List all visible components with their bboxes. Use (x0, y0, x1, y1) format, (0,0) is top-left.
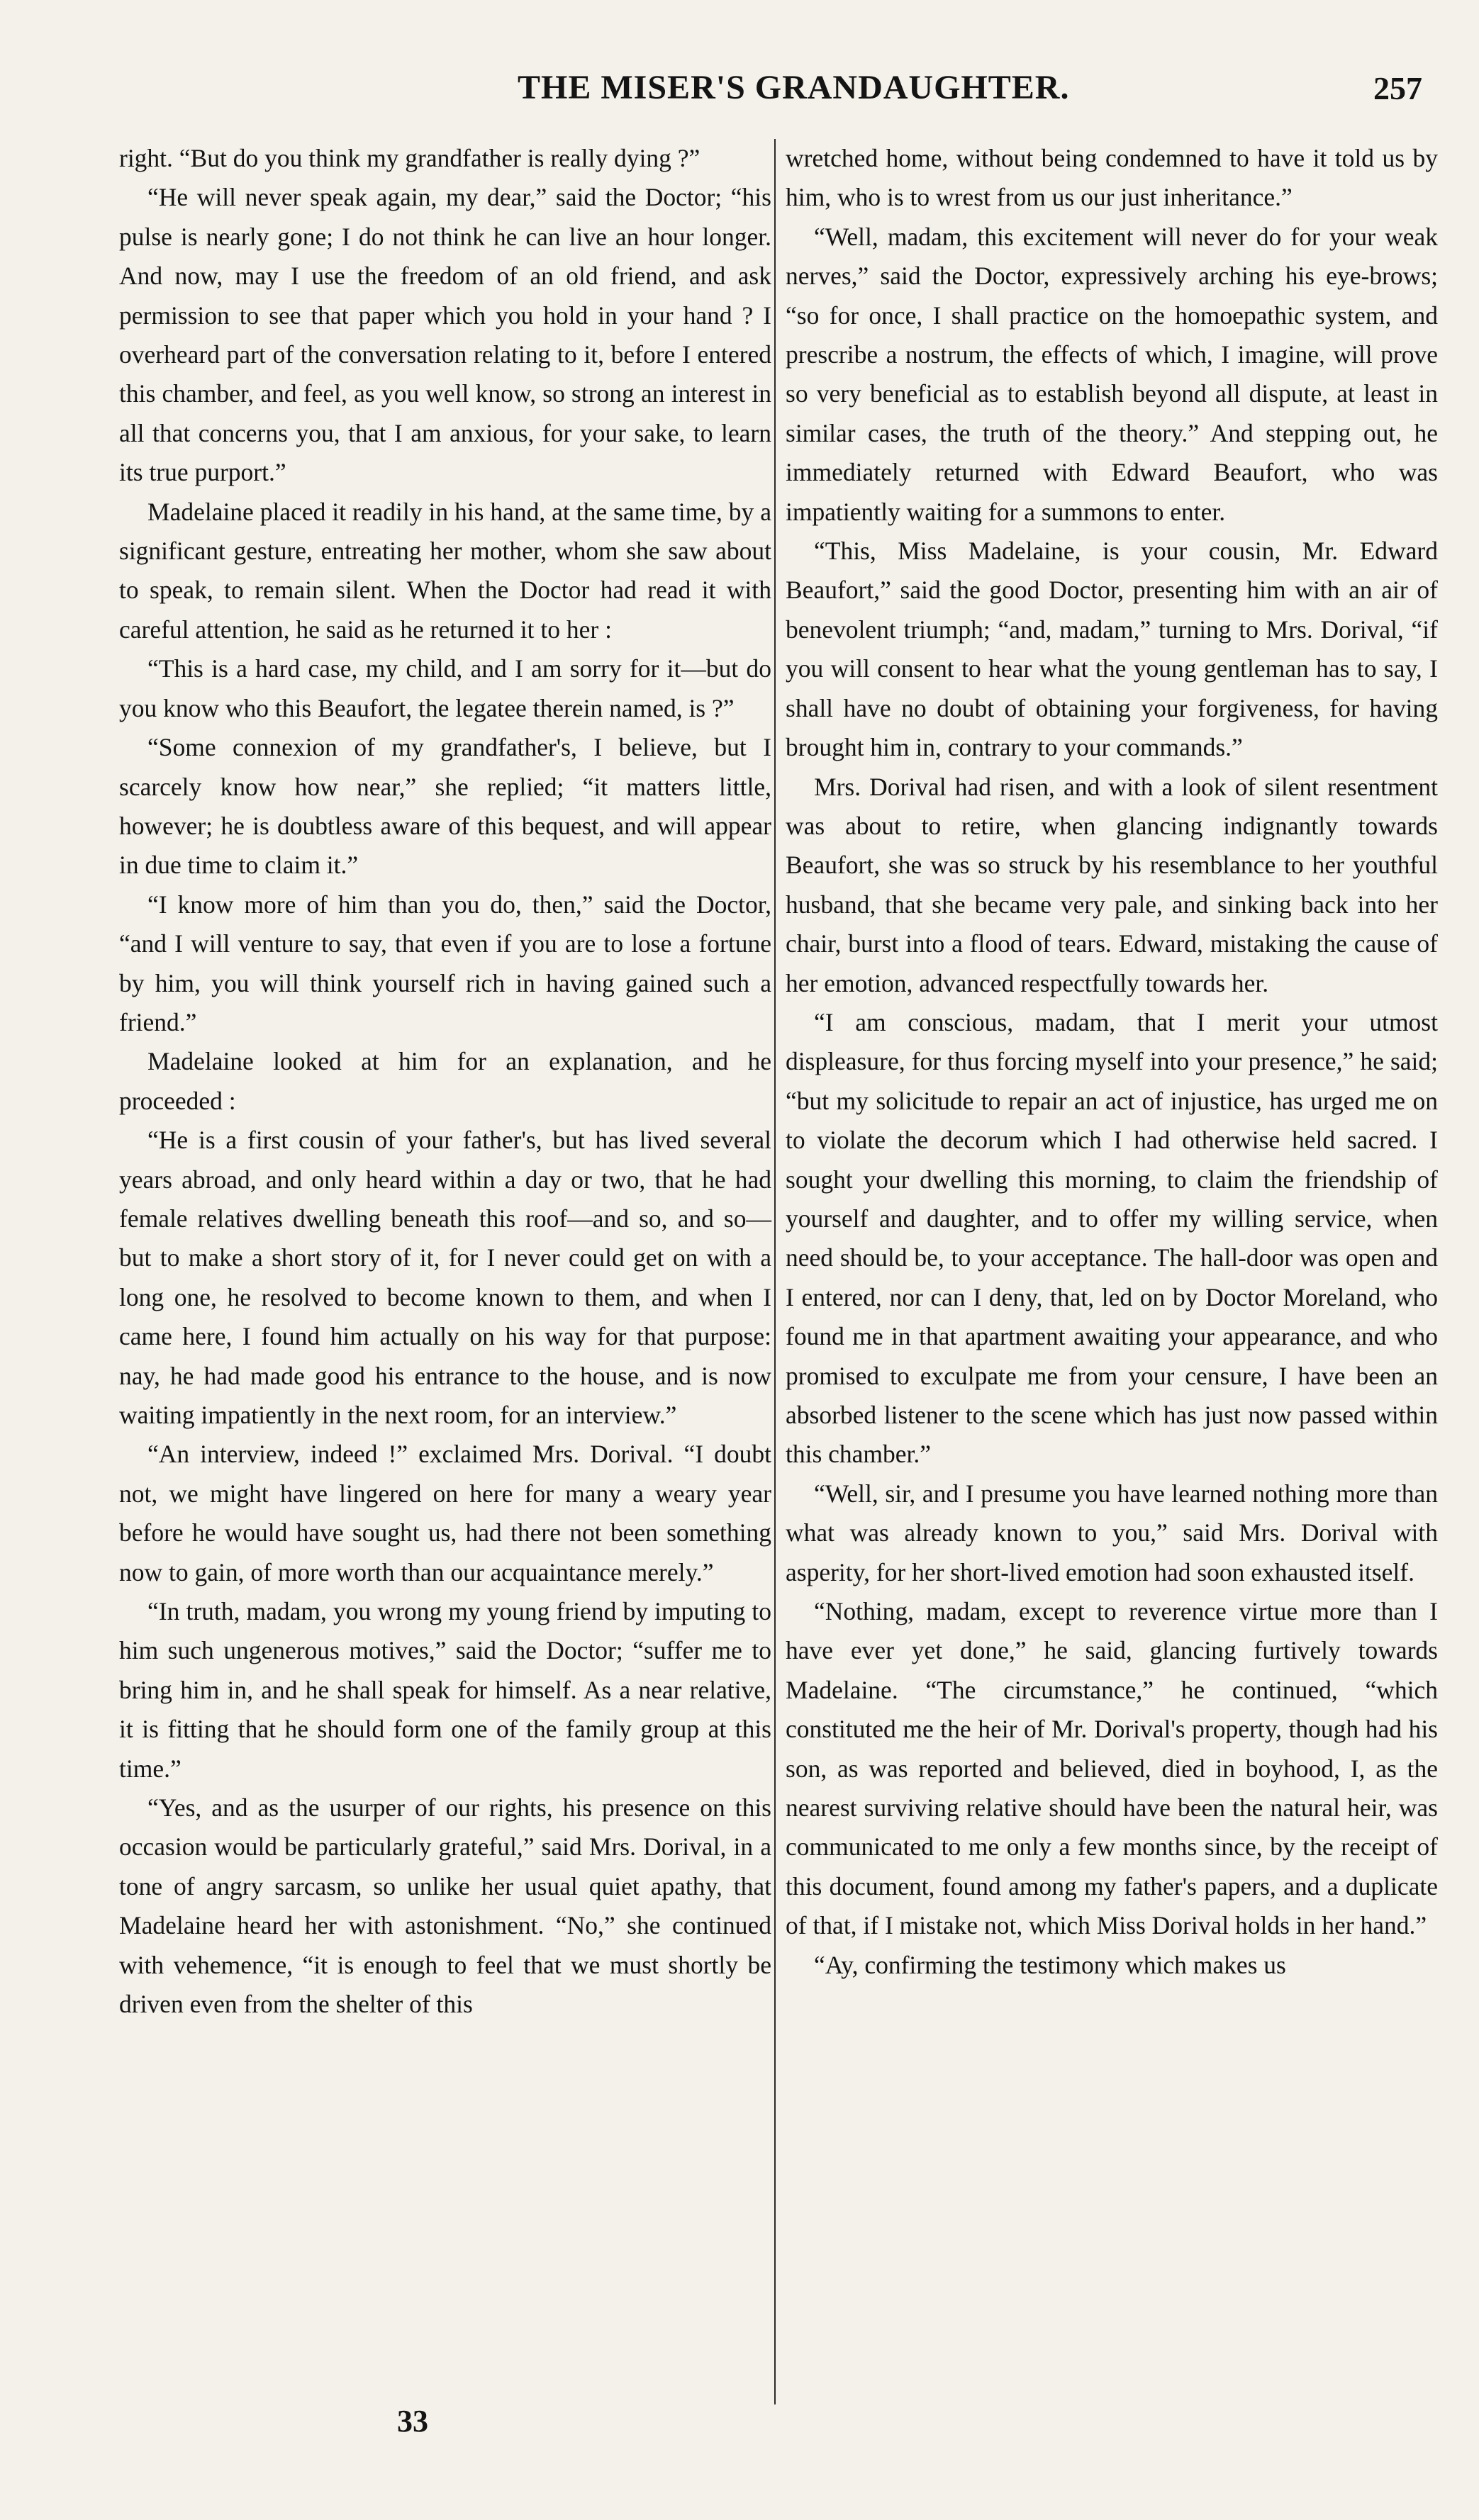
paragraph: “Yes, and as the usurper of our rights, his presence on this occasion would be particularly grateful,” said Mrs. Dorival, in a tone of angry sarcasm, so unlike her usual quiet apathy, that Madelaine heard her with astonishment. “No,” she continued with vehemence, “it is enough to feel that we must shortly be driven even from the shelter of this (119, 1793, 771, 2019)
paragraph: “Well, sir, and I presume you have learned nothing more than what was already known to you,” said Mrs. Dorival with asperity, for her short-lived emotion had soon exhausted itself. (786, 1479, 1438, 1586)
paragraph: “Ay, confirming the testimony which makes us (814, 1950, 1286, 1979)
paragraph: “An interview, indeed !” exclaimed Mrs. Dorival. “I doubt not, we might have lingered on here for many a weary year before he would have sought us, had there not been something now to gain, of more worth than our acquaintance merely.” (119, 1440, 771, 1586)
paragraph: Mrs. Dorival had risen, and with a look of silent resentment was about to retire, when glancing indignantly towards Beaufort, she was so struck by his resemblance to her youthful husband, that she became very pale, and sinking back into her chair, burst into a flood of tears. Edward, mistaking the cause of her emotion, advanced respectfully towards her. (786, 772, 1438, 997)
paragraph: “I am conscious, madam, that I merit your utmost displeasure, for thus forcing myself into your presence,” he said; “but my solicitude to repair an act of injustice, has urged me on to violate the decorum which I had otherwise held sacred. I sought your dwelling this morning, to claim the friendship of yourself and daughter, and to offer my willing service, when need should be, to your acceptance. The hall-door was open and I entered, nor can I deny, that, led on by Doctor Moreland, who found me in that apartment awaiting your appearance, and who promised to exculpate me from your censure, I have been an absorbed listener to the scene which has just now passed within this chamber.” (786, 1007, 1438, 1469)
paragraph: “He will never speak again, my dear,” said the Doctor; “his pulse is nearly gone; I do not think he can live an hour longer. And now, may I use the freedom of an old friend, and ask permission to see that paper which you hold in your hand ? I overheard part of the conversation relating to it, before I entered this chamber, and feel, as you well know, so strong an interest in all that concerns you, that I am anxious, for your sake, to learn its true purport.” (119, 183, 771, 487)
running-title: THE MISER'S GRANDAUGHTER. (518, 69, 1070, 106)
paragraph: “Nothing, madam, except to reverence virtue more than I have ever yet done,” he said, glancing furtively towards Madelaine. “The circumstance,” he continued, “which constituted me the heir of Mr. Dorival's property, though had his son, as was reported and believed, died in boyhood, I, as the nearest surviving relative should have been the natural heir, was communicated to me only a few months since, by the receipt of this document, found among my father's papers, and a duplicate of that, if I mistake not, which Miss Dorival holds in her hand.” (786, 1597, 1438, 1940)
paragraph: “This is a hard case, my child, and I am sorry for it—but do you know who this Beaufort, the legatee therein named, is ?” (119, 654, 771, 722)
paragraph: “He is a first cousin of your father's, but has lived several years abroad, and only heard within a day or two, that he had female relatives dwelling beneath this roof—and so, and so—but to make a short story of it, for I never could get on with a long one, he resolved to become known to them, and when I came here, I found him actually on his way for that purpose: nay, he had made good his entrance to the house, and is now waiting impatiently in the next room, for an interview.” (119, 1126, 771, 1429)
paragraph: “In truth, madam, you wrong my young friend by imputing to him such ungenerous motives,” said the Doctor; “suffer me to bring him in, and he shall speak for himself. As a near relative, it is fitting that he should form one of the family group at this time.” (119, 1597, 771, 1783)
paragraph: “Well, madam, this excitement will never do for your weak nerves,” said the Doctor, expressively arching his eye-brows; “so for once, I shall practice on the homoepathic system, and prescribe a nostrum, the effects of which, I imagine, will prove so very beneficial as to establish beyond all dispute, at least in similar cases, the truth of the theory.” And stepping out, he immediately returned with Edward Beaufort, who was impatiently waiting for a summons to enter. (786, 222, 1438, 526)
left-column (119, 139, 771, 2025)
paragraph: Madelaine placed it readily in his hand, at the same time, by a significant gesture, entreating her mother, whom she saw about to speak, to remain silent. When the Doctor had read it with careful attention, he said as he returned it to her : (119, 497, 771, 644)
page-header (121, 68, 1422, 118)
page-number: 257 (1373, 70, 1422, 106)
paragraph: right. “But do you think my grandfather is really dying ?” (119, 144, 701, 172)
paragraph: wretched home, without being condemned to have it told us by him, who is to wrest from us our just inheritance.” (786, 144, 1438, 212)
signature-mark: 33 (397, 2404, 428, 2438)
paragraph: “I know more of him than you do, then,” said the Doctor, “and I will venture to say, that even if you are to lose a fortune by him, you will think yourself rich in having gained such a friend.” (119, 890, 771, 1036)
column-divider (774, 139, 776, 2404)
paragraph: Madelaine looked at him for an explanation, and he proceeded : (119, 1047, 771, 1115)
paragraph: “This, Miss Madelaine, is your cousin, Mr. Edward Beaufort,” said the good Doctor, presenting him with an air of benevolent triumph; “and, madam,” turning to Mrs. Dorival, “if you will consent to hear what the young gentleman has to say, I shall have no doubt of obtaining your forgiveness, for having brought him in, contrary to your commands.” (786, 537, 1438, 762)
right-column (786, 139, 1438, 1985)
paragraph: “Some connexion of my grandfather's, I believe, but I scarcely know how near,” she replied; “it matters little, however; he is doubtless aware of this bequest, and will appear in due time to claim it.” (119, 733, 771, 880)
